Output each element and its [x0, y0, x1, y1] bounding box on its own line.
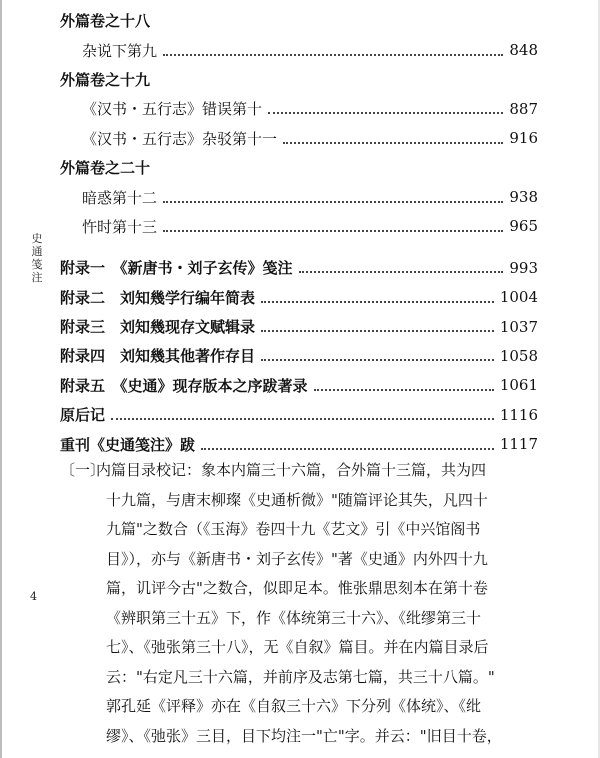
- dot-leader: [283, 141, 503, 144]
- dot-leader: [268, 111, 503, 114]
- footnote: [60, 456, 540, 751]
- toc-label: 附录三 刘知幾现存文赋辑录: [60, 318, 256, 337]
- running-title: 史通笺注: [31, 232, 43, 284]
- toc-entry: [60, 124, 538, 153]
- toc-entry: [60, 283, 538, 312]
- page-number: 4: [30, 590, 37, 603]
- page-left-edge: [0, 0, 2, 758]
- dot-leader: [163, 53, 503, 56]
- dot-leader: [163, 200, 503, 203]
- toc-page-number: 1037: [499, 317, 538, 336]
- footnote-line: 七》、《弛张第三十八》，无《自叙》篇目。并在内篇目录后: [106, 638, 489, 656]
- toc-label: 《汉书・五行志》杂驳第十一: [82, 129, 278, 148]
- toc-label: 《汉书・五行志》错误第十: [82, 100, 263, 119]
- toc-label: 外篇卷之十九: [60, 70, 151, 89]
- toc-entry: [60, 400, 538, 429]
- toc-entry: [60, 312, 538, 341]
- toc-section-heading: [60, 6, 538, 35]
- toc-page-number: 848: [509, 41, 538, 60]
- toc-entry: [60, 429, 538, 458]
- toc-entry: [60, 35, 538, 64]
- footnote-line: 十九篇，与唐末柳璨《史通析微》"随篇评论其失，凡四十: [106, 490, 488, 509]
- dot-leader: [201, 447, 494, 450]
- toc-label: 原后记: [60, 406, 106, 425]
- toc-entry: [60, 253, 538, 282]
- toc-page-number: 1116: [499, 405, 538, 424]
- toc-page-number: 1061: [499, 376, 538, 395]
- toc-label: 外篇卷之二十: [60, 159, 151, 178]
- footnote-line: 篇，讥评今古"之数合，似即足本。惟张鼎思刻本在第十卷: [106, 579, 488, 597]
- toc-label: 附录五 《史通》现存版本之序跋著录: [60, 376, 308, 395]
- footnote-marker: 〔一〕: [60, 461, 106, 479]
- footnote-line: 《辨职第三十五》下，作《体统第三十六》、《纰缪第三十: [106, 608, 482, 627]
- dot-leader: [163, 229, 503, 232]
- toc-label: 附录一 《新唐书・刘子玄传》笺注: [60, 259, 293, 278]
- footnote-line: 目》），亦与《新唐书・刘子玄传》"著《史通》内外四十九: [106, 549, 488, 568]
- dot-leader: [261, 329, 494, 332]
- toc-page-number: 916: [509, 129, 538, 148]
- toc-label: 外篇卷之十八: [60, 12, 151, 31]
- footnote-line: 〔一〕 内篇目录校记：象本内篇三十六篇，合外篇十三篇，共为四: [60, 456, 540, 486]
- footnote-line: 郭孔延《评释》亦在《自叙三十六》下分列《体统》、《纰: [106, 697, 482, 715]
- toc-page-number: 965: [509, 217, 538, 236]
- toc-label: 忤时第十三: [82, 217, 158, 236]
- dot-leader: [299, 270, 504, 273]
- footnote-line: 缪》、《弛张》三目，目下均注一"亡"字。并云："旧目十卷，: [106, 726, 502, 745]
- toc-page-number: 993: [509, 258, 538, 277]
- toc-entry: [60, 371, 538, 400]
- toc-label: 附录二 刘知幾学行编年简表: [60, 288, 256, 307]
- footnote-line: 云："右定凡三十六篇，并前序及志第七篇，共三十八篇。": [106, 667, 495, 686]
- toc-label: 杂说下第九: [82, 41, 158, 60]
- toc-label: 暗惑第十二: [82, 188, 158, 207]
- dot-leader: [261, 358, 494, 361]
- dot-leader: [261, 300, 494, 303]
- toc-entry: [60, 212, 538, 241]
- toc-page-number: 887: [509, 99, 538, 118]
- toc-page-number: 938: [509, 188, 538, 207]
- dot-leader: [314, 388, 494, 391]
- toc-page-number: 1117: [499, 435, 538, 454]
- toc-section-heading: [60, 153, 538, 182]
- toc-section-heading: [60, 65, 538, 94]
- toc-label: 附录四 刘知幾其他著作存目: [60, 347, 256, 366]
- toc-page-number: 1058: [499, 346, 538, 365]
- dot-leader: [111, 417, 494, 420]
- toc-page-number: 1004: [499, 288, 538, 307]
- toc-entry: [60, 94, 538, 123]
- table-of-contents: [60, 6, 538, 459]
- footnote-line: 九篇"之数合（《玉海》卷四十九《艺文》引《中兴馆阁书: [106, 520, 481, 538]
- toc-label: 重刊《史通笺注》跋: [60, 435, 196, 454]
- toc-entry: [60, 341, 538, 370]
- toc-entry: [60, 182, 538, 211]
